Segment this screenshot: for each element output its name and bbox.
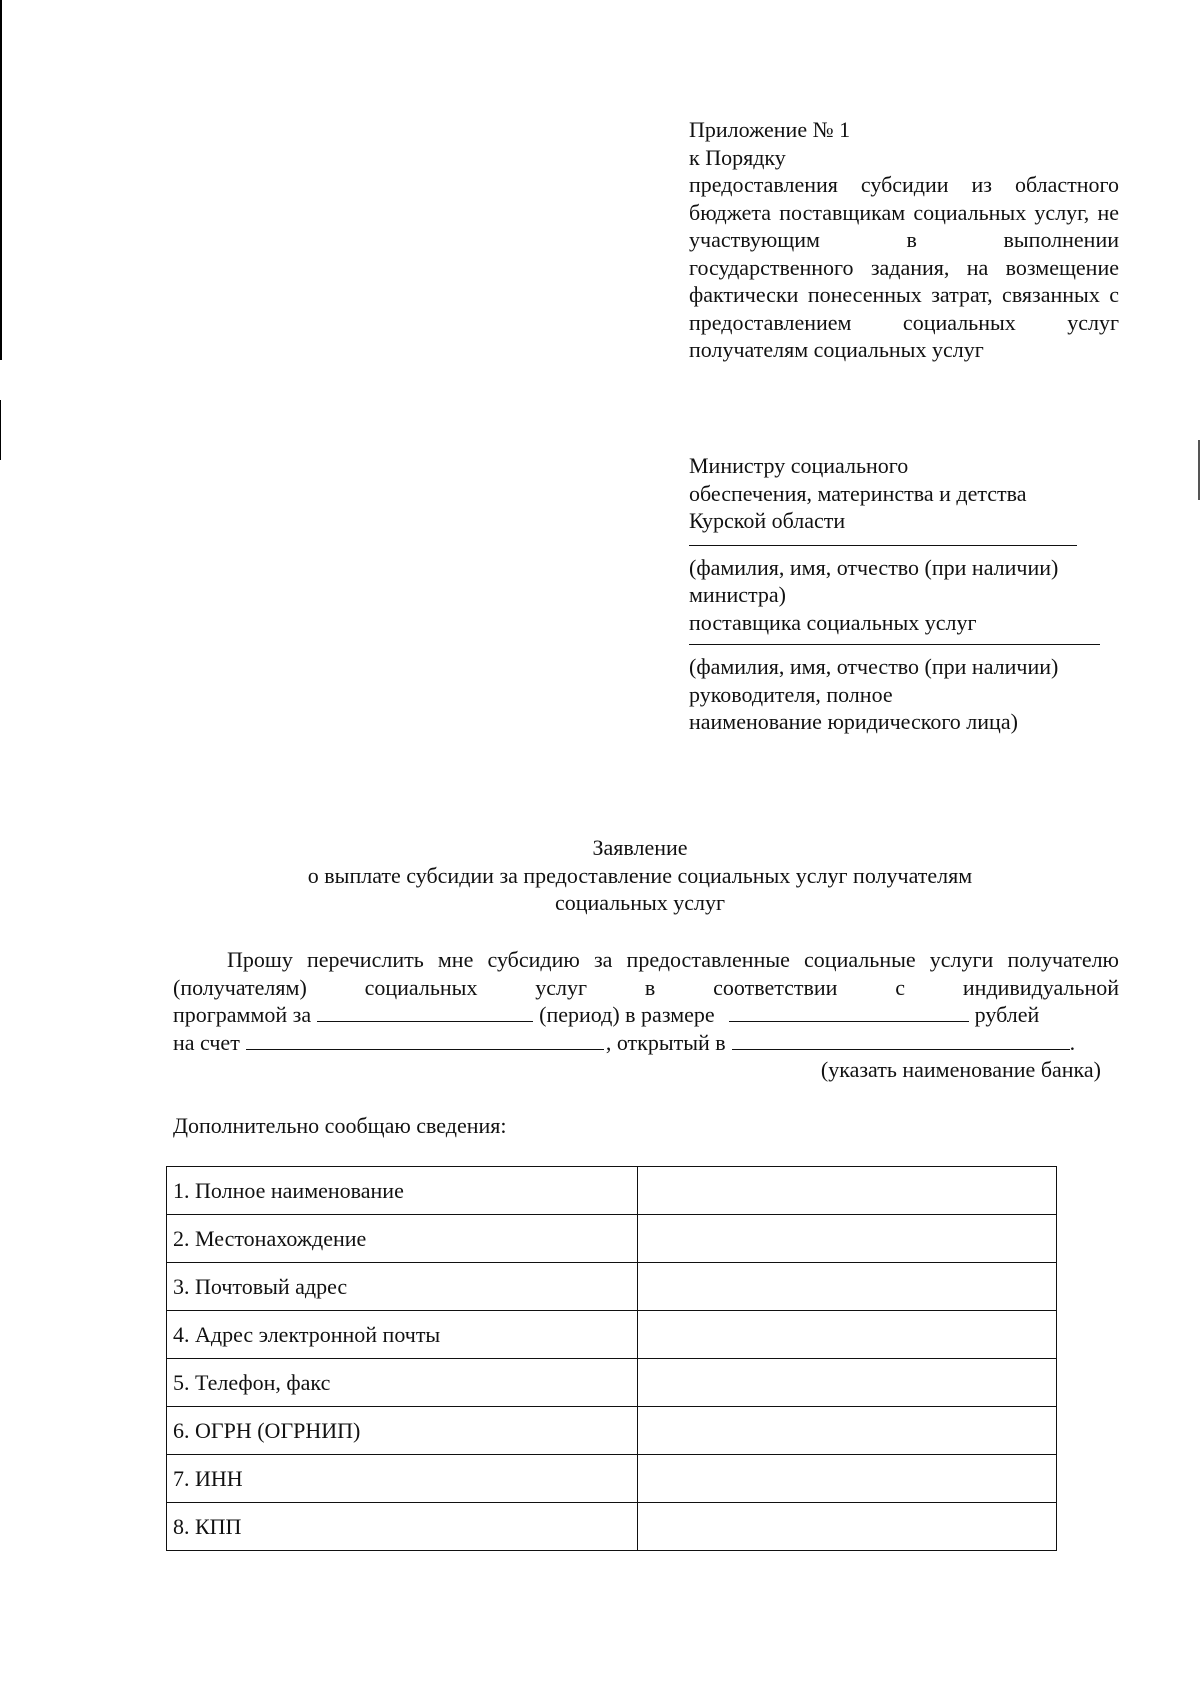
minister-caption: (фамилия, имя, отчество (при наличии) xyxy=(689,554,1059,580)
document-heading xyxy=(170,834,1110,917)
provider-name-line[interactable] xyxy=(689,644,1100,645)
bank-blank[interactable] xyxy=(732,1031,1070,1050)
program-label: программой за xyxy=(173,1002,312,1027)
addressee-line: обеспечения, материнства и детства xyxy=(689,480,1027,506)
table-row xyxy=(167,1455,1057,1503)
account-label: на счет xyxy=(173,1029,240,1055)
row-label: 6. ОГРН (ОГРНИП) xyxy=(167,1407,638,1455)
document-subtitle: о выплате субсидии за предоставление социальных услуг получателям xyxy=(307,862,973,888)
table-row xyxy=(167,1215,1057,1263)
info-table xyxy=(166,1166,1057,1551)
addressee-line: Министру социального xyxy=(689,453,909,478)
provider-label: поставщика социальных услуг xyxy=(689,609,977,635)
appendix-block xyxy=(689,116,1119,364)
minister-caption: министра) xyxy=(689,582,786,607)
row-value-cell[interactable] xyxy=(638,1311,1057,1359)
account-blank[interactable] xyxy=(246,1031,604,1050)
bank-caption: (указать наименование банка) xyxy=(820,1057,1101,1082)
row-value-cell[interactable] xyxy=(638,1407,1057,1455)
provider-caption: наименование юридического лица) xyxy=(689,709,1018,734)
table-row xyxy=(167,1263,1057,1311)
appendix-title: Приложение № 1 xyxy=(689,117,851,142)
row-label: 2. Местонахождение xyxy=(167,1215,638,1263)
account-row xyxy=(173,1029,1119,1057)
row-label: 7. ИНН xyxy=(167,1455,638,1503)
table-row xyxy=(167,1503,1057,1551)
row-label: 8. КПП xyxy=(167,1503,638,1551)
provider-caption: (фамилия, имя, отчество (при наличии) xyxy=(689,654,1059,679)
request-paragraph: Прошу перечислить мне субсидию за предоставленные социальные услуги получателю (получателям) социальных услуг в соответствии с индивидуальной xyxy=(173,947,1119,1000)
row-label: 1. Полное наименование xyxy=(167,1167,638,1215)
application-body xyxy=(173,946,1119,1084)
minister-name-line[interactable] xyxy=(689,545,1077,546)
table-row xyxy=(167,1359,1057,1407)
period-label: (период) в размере xyxy=(539,1002,715,1027)
row-value-cell[interactable] xyxy=(638,1455,1057,1503)
scan-edge-mark xyxy=(0,400,1,460)
appendix-text: предоставления субсидии из областного бюджета поставщикам социальных услуг, не участвующим в выполнении государственного задания, на возмещение фактически понесенных затрат, связанных с предоставлением социальных услуг получателям социальных услуг xyxy=(689,172,1119,362)
table-row xyxy=(167,1167,1057,1215)
amount-blank[interactable] xyxy=(729,1003,969,1022)
scan-edge-mark xyxy=(0,0,2,360)
addressee-line: Курской области xyxy=(689,508,846,533)
period-amount-row xyxy=(173,1001,1119,1029)
period-blank[interactable] xyxy=(317,1003,533,1022)
additional-info-intro: Дополнительно сообщаю сведения: xyxy=(173,1113,507,1138)
row-label: 4. Адрес электронной почты xyxy=(167,1311,638,1359)
end-period: . xyxy=(1069,1029,1076,1055)
provider-caption: руководителя, полное xyxy=(689,681,893,707)
document-subtitle: социальных услуг xyxy=(554,890,726,915)
row-value-cell[interactable] xyxy=(638,1215,1057,1263)
row-label: 5. Телефон, факс xyxy=(167,1359,638,1407)
row-value-cell[interactable] xyxy=(638,1503,1057,1551)
document-title: Заявление xyxy=(592,835,688,860)
table-row xyxy=(167,1311,1057,1359)
row-value-cell[interactable] xyxy=(638,1359,1057,1407)
row-label: 3. Почтовый адрес xyxy=(167,1263,638,1311)
row-value-cell[interactable] xyxy=(638,1263,1057,1311)
appendix-subtitle: к Порядку xyxy=(689,144,786,170)
table-row xyxy=(167,1407,1057,1455)
opened-in-label: , открытый в xyxy=(605,1029,726,1055)
addressee-block xyxy=(689,452,1119,736)
rubles-label: рублей xyxy=(974,1002,1040,1027)
row-value-cell[interactable] xyxy=(638,1167,1057,1215)
